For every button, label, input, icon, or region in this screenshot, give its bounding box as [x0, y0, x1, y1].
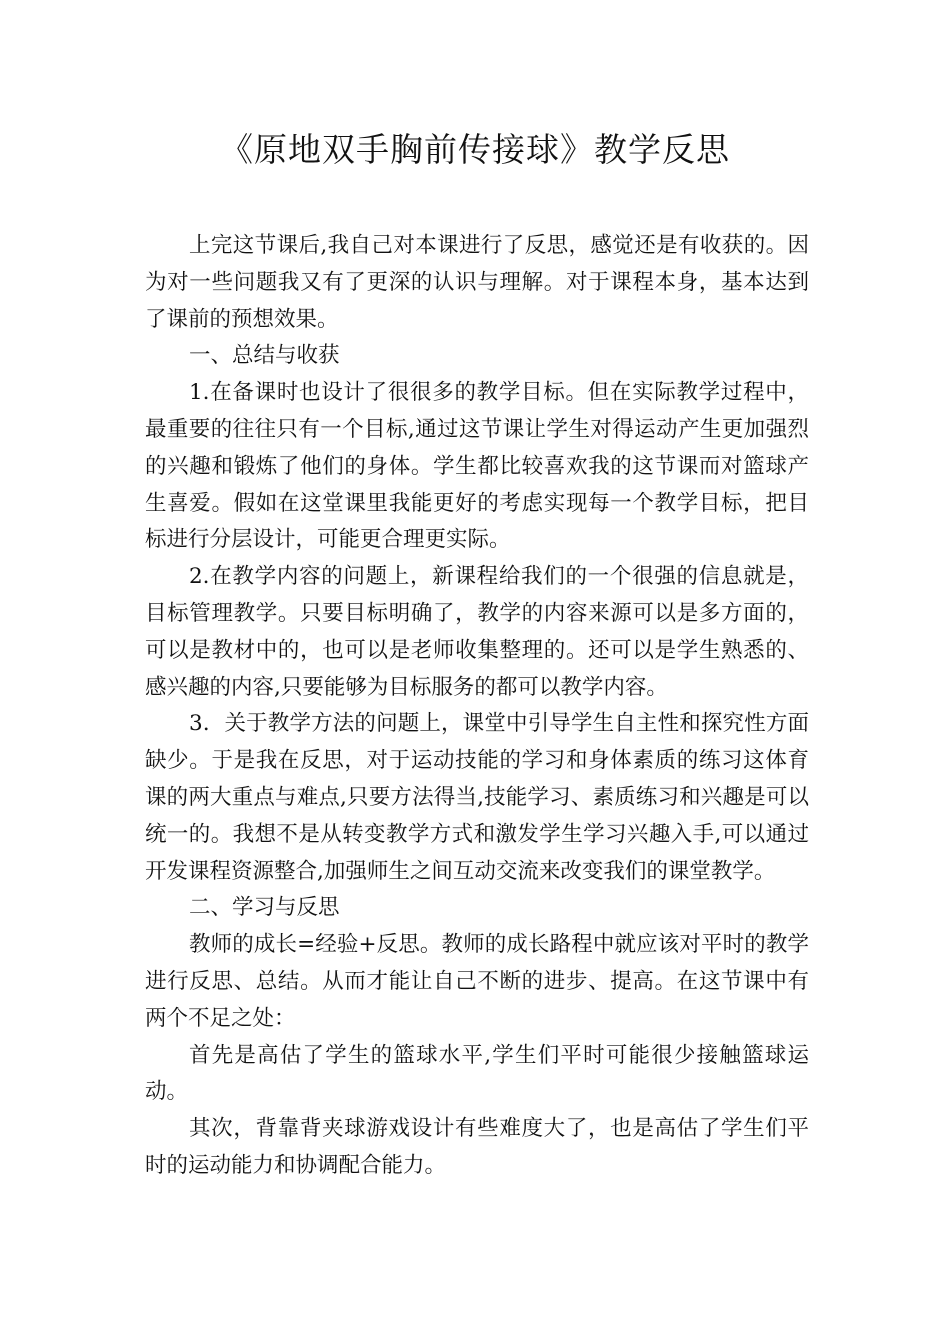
shortcoming-1-paragraph: 首先是高估了学生的篮球水平,学生们平时可能很少接触篮球运动。 [145, 1042, 809, 1105]
section-heading-summary: 一、总结与收获 [189, 343, 340, 369]
point-3-paragraph: 3．关于教学方法的问题上，课堂中引导学生自主性和探究性方面缺少。于是我在反思，对于运动技能的学习和身体素质的练习这体育课的两大重点与难点,只要方法得当,技能学习、素质练习和兴趣是可以统一的。我想不是从转变教学方式和激发学生学习兴趣入手,可以通过开发课程资源整合,加强师生之间互动交流来改变我们的课堂教学。 [145, 711, 809, 884]
document-body [145, 228, 809, 1185]
section-heading-reflection: 二、学习与反思 [189, 895, 340, 921]
document-title: 《原地双手胸前传接球》教学反思 [220, 130, 730, 169]
point-2-paragraph: 2.在教学内容的问题上，新课程给我们的一个很强的信息就是，目标管理教学。只要目标明确了，教学的内容来源可以是多方面的，可以是教材中的，也可以是老师收集整理的。还可以是学生熟悉的、感兴趣的内容,只要能够为目标服务的都可以教学内容。 [145, 564, 809, 700]
point-1-paragraph: 1.在备课时也设计了很很多的教学目标。但在实际教学过程中，最重要的往往只有一个目标,通过这节课让学生对得运动产生更加强烈的兴趣和锻炼了他们的身体。学生都比较喜欢我的这节课而对篮球产生喜爱。假如在这堂课里我能更好的考虑实现每一个教学目标，把目标进行分层设计，可能更合理更实际。 [145, 380, 809, 553]
reflection-paragraph: 教师的成长=经验+反思。教师的成长路程中就应该对平时的教学进行反思、总结。从而才能让自己不断的进步、提高。在这节课中有两个不足之处： [145, 932, 809, 1031]
intro-paragraph: 上完这节课后,我自己对本课进行了反思，感觉还是有收获的。因为对一些问题我又有了更深的认识与理解。对于课程本身，基本达到了课前的预想效果。 [145, 233, 809, 332]
shortcoming-2-paragraph: 其次，背靠背夹球游戏设计有些难度大了，也是高估了学生们平时的运动能力和协调配合能力。 [145, 1116, 809, 1178]
